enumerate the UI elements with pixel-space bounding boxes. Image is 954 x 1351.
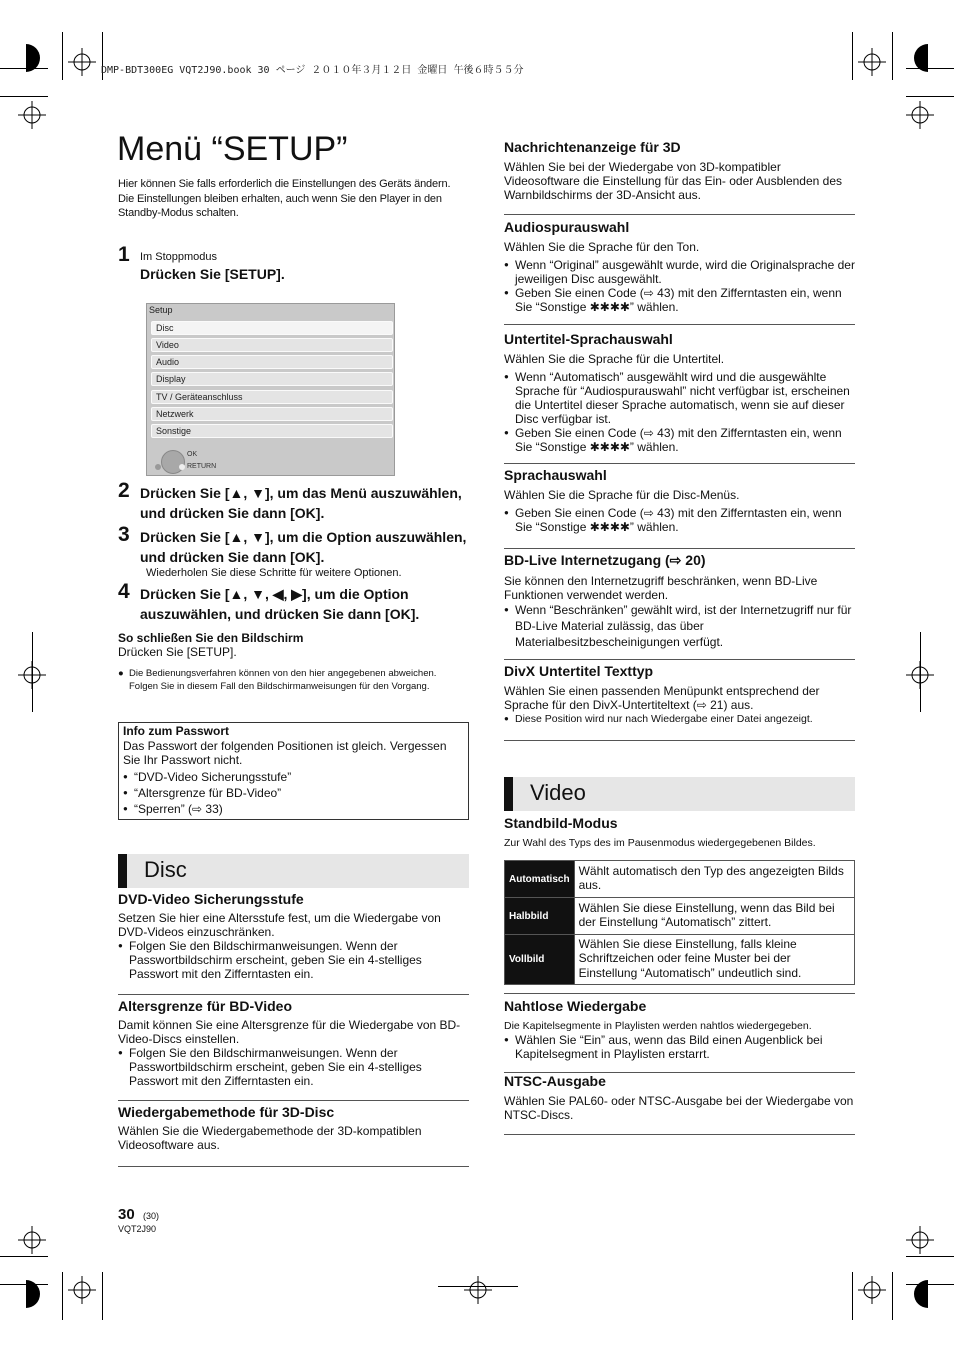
wm3d-text: Wählen Sie die Wiedergabemethode der 3D-kompatiblen Videosoftware aus. bbox=[118, 1124, 422, 1152]
osd-item-video: Video bbox=[151, 338, 393, 352]
section-marker bbox=[118, 854, 127, 888]
disc-section-label: Disc bbox=[144, 857, 187, 882]
table-desc: Wählt automatisch den Typ des angezeigten Bilds aus. bbox=[574, 861, 854, 898]
subtitle-bullet-1: ● Wenn “Automatisch” ausgewählt wird und die ausgewählte Sprache für “Audiospurauswahl” nicht verfügbar ist, erscheinen die Untertitel dieser Sprache automatisch, wenn sie auf dieser Disc verfügbar ist. bbox=[504, 370, 855, 426]
wm3d-heading: Wiedergabemethode für 3D-Disc bbox=[118, 1104, 335, 1120]
operation-note bbox=[118, 668, 468, 693]
divider bbox=[504, 214, 855, 215]
msg3d-text: Wählen Sie bei der Wiedergabe von 3D-kompatibler Videosoftware die Einstellung für das Ein- oder Ausblenden des Warnbildschirms der 3D-Ansicht aus. bbox=[504, 160, 842, 202]
step-1-context: Im Stoppmodus bbox=[140, 251, 218, 263]
page-sub: (30) bbox=[143, 1211, 160, 1221]
osd-item-network: Netzwerk bbox=[151, 407, 393, 421]
section-marker bbox=[504, 777, 513, 811]
divx-block bbox=[504, 663, 855, 726]
divider bbox=[504, 740, 855, 741]
print-header: DMP-BDT300EG VQT2J90.book 30 ページ ２０１０年３月１２日 金曜日 午後６時５５分 bbox=[101, 65, 524, 76]
table-label: Automatisch bbox=[505, 861, 575, 898]
subtitle-heading: Untertitel-Sprachauswahl bbox=[504, 331, 673, 347]
language-heading: Sprachauswahl bbox=[504, 467, 607, 483]
divider bbox=[504, 463, 855, 464]
still-mode-block bbox=[504, 815, 855, 850]
divider bbox=[504, 324, 855, 325]
bd-heading: Altersgrenze für BD-Video bbox=[118, 998, 292, 1014]
divider bbox=[504, 659, 855, 660]
divider bbox=[118, 1166, 469, 1167]
divx-bullet-1: ● Diese Position wird nur nach Wiedergabe einer Datei angezeigt. bbox=[504, 712, 855, 726]
divx-text: Wählen Sie einen passenden Menüpunkt entsprechend der Sprache für den DivX-Untertiteltext (⇨ 21) aus. bbox=[504, 684, 820, 712]
language-block bbox=[504, 467, 855, 534]
osd-item-disc: Disc bbox=[151, 321, 393, 335]
bullet-icon: ● bbox=[118, 668, 124, 679]
table-label: Vollbild bbox=[505, 935, 575, 985]
operation-note-text: Die Bedienungsverfahren können von den hier angegebenen abweichen. Folgen Sie in diesem Fall den Bildschirmanweisungen für den Vorgang. bbox=[129, 668, 437, 692]
step-number-2: 2 bbox=[118, 479, 130, 502]
osd-ok-label: OK bbox=[187, 451, 198, 458]
table-desc: Wählen Sie diese Einstellung, wenn das Bild bei der Einstellung “Automatisch” zittert. bbox=[574, 898, 854, 935]
osd-item-audio: Audio bbox=[151, 355, 393, 369]
osd-item-other: Sonstige bbox=[151, 424, 393, 438]
step-3-text: Drücken Sie [▲, ▼], um die Option auszuwählen, und drücken Sie dann [OK]. bbox=[140, 529, 467, 565]
osd-return-label: RETURN bbox=[187, 463, 217, 470]
seamless-bullet-1: ● Wählen Sie “Ein” aus, wenn das Bild einen Augenblick bei Kapitelsegment in Playlisten erstarrt. bbox=[504, 1033, 855, 1061]
audio-bullet-2: ● Geben Sie einen Code (⇨ 43) mit den Zifferntasten ein, wenn Sie “Sonstige ✱✱✱✱” wählen. bbox=[504, 286, 855, 314]
disc-dvd-block bbox=[118, 891, 469, 981]
divider bbox=[504, 548, 855, 549]
audio-block bbox=[504, 219, 855, 314]
dvd-bullet: ● Folgen Sie den Bildschirmanweisungen. Wenn der Passwortbildschirm erscheint, geben Sie ein 4-stelliges Passwort mit den Zifferntasten ein. bbox=[118, 939, 469, 981]
dot-icon bbox=[155, 464, 161, 470]
disc-bd-block bbox=[118, 998, 469, 1088]
divider bbox=[118, 1100, 469, 1101]
msg3d-heading: Nachrichtenanzeige für 3D bbox=[504, 139, 681, 155]
seamless-block bbox=[504, 998, 855, 1061]
video-section-header bbox=[504, 777, 855, 811]
divider bbox=[118, 994, 469, 995]
video-section-label: Video bbox=[530, 780, 586, 805]
step-1-text: Drücken Sie [SETUP]. bbox=[140, 266, 285, 282]
password-info-box bbox=[118, 722, 469, 820]
step-2-text: Drücken Sie [▲, ▼], um das Menü auszuwählen, und drücken Sie dann [OK]. bbox=[140, 485, 462, 521]
divider bbox=[504, 993, 855, 994]
seamless-heading: Nahtlose Wiedergabe bbox=[504, 998, 647, 1014]
bdlive-heading: BD-Live Internetzugang (⇨ 20) bbox=[504, 552, 706, 568]
ntsc-text: Wählen Sie PAL60- oder NTSC-Ausgabe bei der Wiedergabe von NTSC-Discs. bbox=[504, 1094, 854, 1122]
return-icon bbox=[179, 464, 185, 470]
info-heading: Info zum Passwort bbox=[123, 724, 230, 738]
setup-menu-screenshot bbox=[146, 303, 395, 476]
subtitle-text: Wählen Sie die Sprache für die Untertitel. bbox=[504, 352, 725, 366]
osd-title: Setup bbox=[149, 305, 173, 315]
step-number-3: 3 bbox=[118, 523, 130, 546]
still-text: Zur Wahl des Typs des im Pausenmodus wiedergegebenen Bildes. bbox=[504, 837, 816, 849]
audio-text: Wählen Sie die Sprache für den Ton. bbox=[504, 240, 700, 254]
bdlive-bullet-1: ● Wenn “Beschränken” gewählt wird, ist der Internetzugriff nur für BD-Live Material zulässig, das über Materialbesitzbescheinigungen verfügt. bbox=[504, 602, 855, 650]
table-desc: Wählen Sie diese Einstellung, falls kleine Schriftzeichen oder feine Muster bei der Einstellung “Automatisch” undeutlich sind. bbox=[574, 935, 854, 985]
disc-3d-block bbox=[118, 1104, 469, 1152]
intro-text: Hier können Sie falls erforderlich die Einstellungen des Geräts ändern. Die Einstellungen bleiben erhalten, auch wenn Sie den Player in den Standby-Modus schalten. bbox=[118, 178, 451, 219]
dvd-heading: DVD-Video Sicherungsstufe bbox=[118, 891, 304, 907]
disc-section-header bbox=[118, 854, 469, 888]
table-row bbox=[505, 861, 855, 898]
language-text: Wählen Sie die Sprache für die Disc-Menüs. bbox=[504, 488, 740, 502]
subtitle-bullet-2: ● Geben Sie einen Code (⇨ 43) mit den Zifferntasten ein, wenn Sie “Sonstige ✱✱✱✱” wählen. bbox=[504, 426, 855, 454]
ok-button-icon bbox=[161, 450, 185, 474]
osd-item-tv: TV / Geräteanschluss bbox=[151, 390, 393, 404]
bdlive-block bbox=[504, 552, 855, 650]
page-title: Menü “SETUP” bbox=[117, 130, 348, 168]
audio-heading: Audiospurauswahl bbox=[504, 219, 630, 235]
ntsc-block bbox=[504, 1073, 855, 1122]
still-mode-table bbox=[504, 860, 855, 985]
step-number-4: 4 bbox=[118, 580, 130, 603]
table-row bbox=[505, 935, 855, 985]
info-item: ● “DVD-Video Sicherungsstufe” bbox=[123, 770, 464, 784]
bd-text: Damit können Sie eine Altersgrenze für die Wiedergabe von BD-Video-Discs einstellen. bbox=[118, 1018, 461, 1046]
step-4-text: Drücken Sie [▲, ▼, ◀, ▶], um die Option auszuwählen, und drücken Sie dann [OK]. bbox=[140, 586, 420, 622]
info-item: ● “Altersgrenze für BD-Video” bbox=[123, 786, 464, 800]
dvd-text: Setzen Sie hier eine Altersstufe fest, um die Wiedergabe von DVD-Videos einzuschränken. bbox=[118, 911, 441, 939]
ntsc-heading: NTSC-Ausgabe bbox=[504, 1073, 606, 1089]
step-number-1: 1 bbox=[118, 243, 130, 266]
seamless-text: Die Kapitelsegmente in Playlisten werden nahtlos wiedergegeben. bbox=[504, 1020, 812, 1032]
osd-item-display: Display bbox=[151, 372, 393, 386]
close-screen-text: Drücken Sie [SETUP]. bbox=[118, 645, 237, 659]
table-label: Halbbild bbox=[505, 898, 575, 935]
page-number: 30 bbox=[118, 1206, 135, 1223]
audio-bullet-1: ● Wenn “Original” ausgewählt wurde, wird die Originalsprache der jeweiligen Disc ausgewählt. bbox=[504, 258, 855, 286]
divx-heading: DivX Untertitel Texttyp bbox=[504, 663, 654, 679]
subtitle-block bbox=[504, 331, 855, 454]
still-heading: Standbild-Modus bbox=[504, 815, 618, 831]
bdlive-text: Sie können den Internetzugriff beschränken, wenn BD-Live Funktionen verwendet werden. bbox=[504, 574, 818, 602]
msg3d-block bbox=[504, 139, 855, 202]
divider bbox=[504, 1134, 855, 1135]
info-item: ● “Sperren” (⇨ 33) bbox=[123, 802, 464, 816]
language-bullet-1: ● Geben Sie einen Code (⇨ 43) mit den Zifferntasten ein, wenn Sie “Sonstige ✱✱✱✱” wählen. bbox=[504, 506, 855, 534]
info-text: Das Passwort der folgenden Positionen ist gleich. Vergessen Sie Ihr Passwort nicht. bbox=[123, 738, 447, 767]
step-3-note: Wiederholen Sie diese Schritte für weitere Optionen. bbox=[146, 567, 402, 579]
bd-bullet: ● Folgen Sie den Bildschirmanweisungen. Wenn der Passwortbildschirm erscheint, geben Sie ein 4-stelliges Passwort mit den Zifferntasten ein. bbox=[118, 1046, 469, 1088]
document-code: VQT2J90 bbox=[118, 1224, 157, 1234]
close-screen-heading: So schließen Sie den Bildschirm bbox=[118, 631, 304, 645]
table-row bbox=[505, 898, 855, 935]
